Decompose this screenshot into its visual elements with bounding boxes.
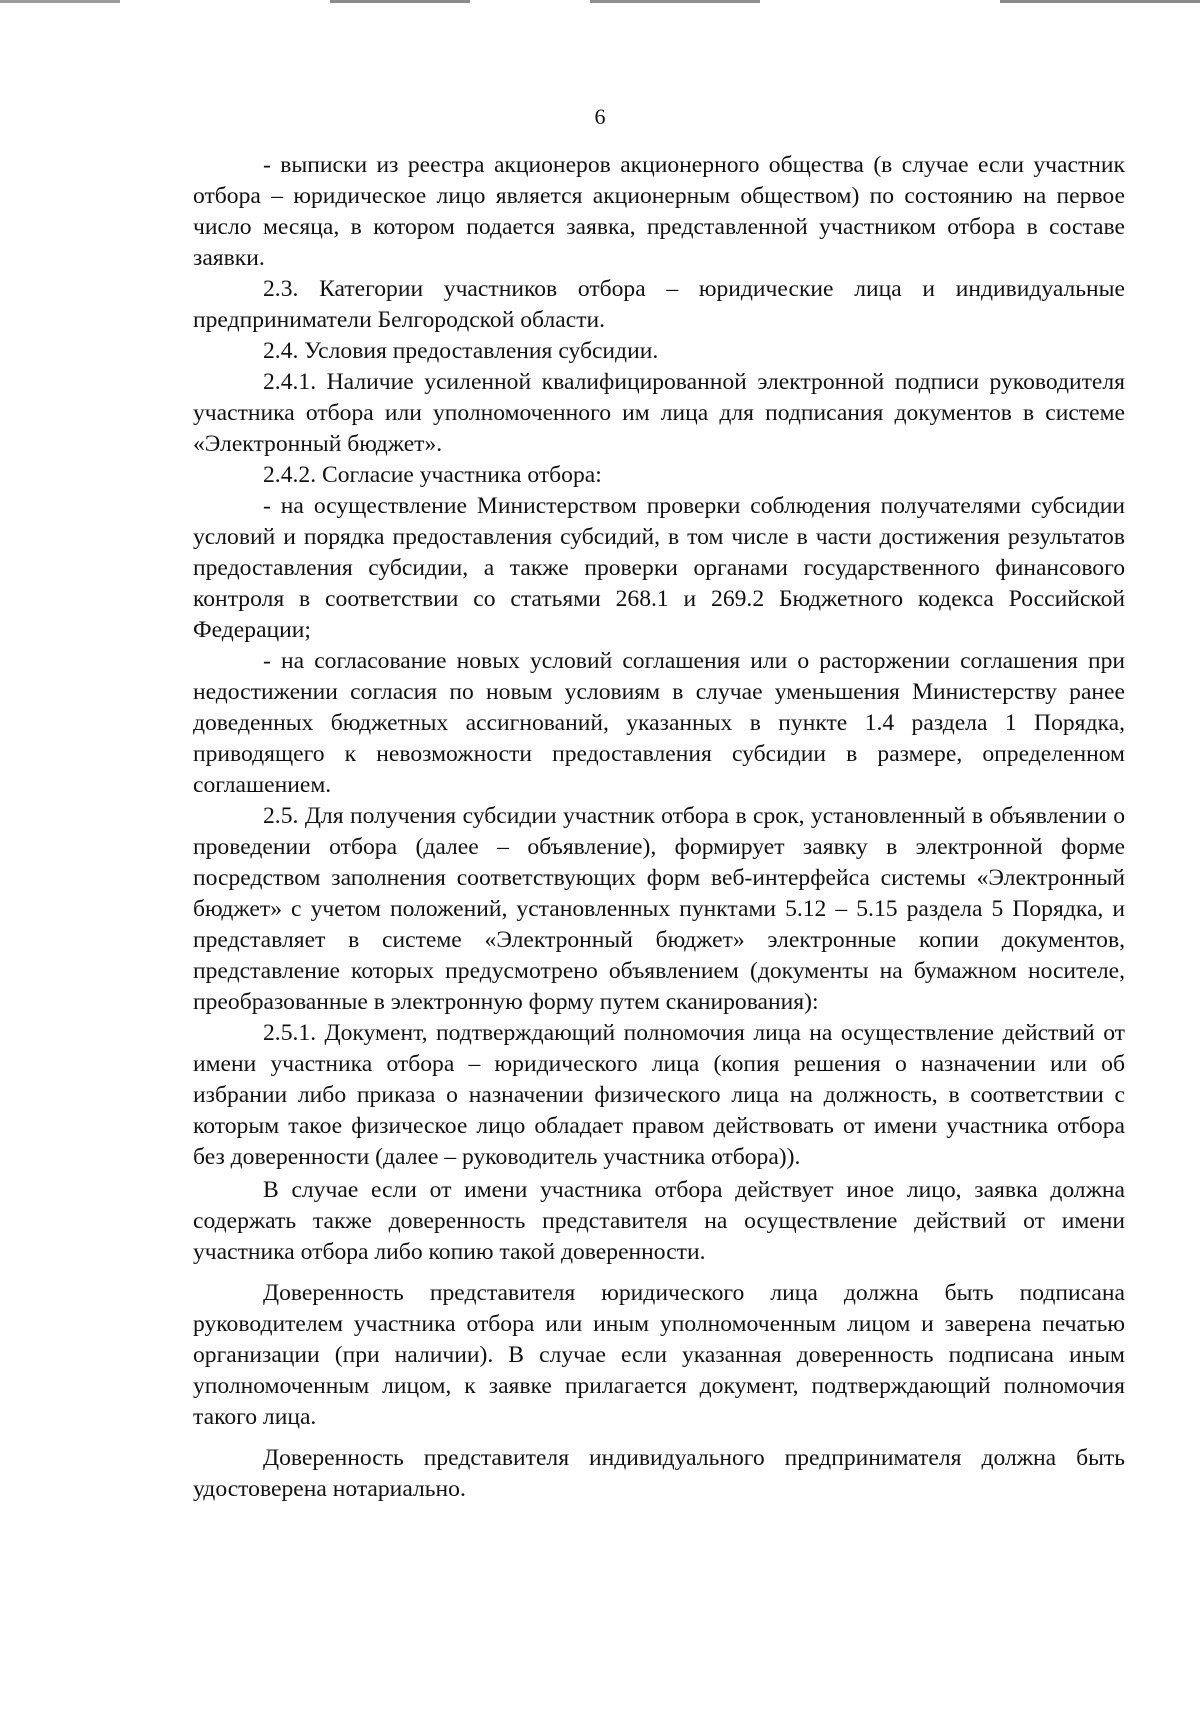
paragraph-2-4: 2.4. Условия предоставления субсидии. xyxy=(263,338,659,364)
paragraph-2-3: 2.3. Категории участников отбора – юридические лица и индивидуальные предприниматели Белгородской области. xyxy=(193,276,1125,333)
page-number: 6 xyxy=(594,104,606,129)
paragraph-2-5-1: 2.5.1. Документ, подтверждающий полномочия лица на осуществление действий от имени участника отбора – юридического лица (копия решения о назначении или об избрании либо приказа о назначении физического лица на должность, в соответствии с которым такое физическое лицо обладает правом действовать от имени участника отбора без доверенности (далее – руководитель участника отбора)). xyxy=(193,1020,1125,1170)
scan-edge-artifact xyxy=(0,0,1200,3)
paragraph-other-person: В случае если от имени участника отбора действует иное лицо, заявка должна содержать также доверенность представителя на осуществление действий от имени участника отбора либо копию такой доверенности. xyxy=(193,1177,1125,1265)
paragraph-legal-entity-proxy: Доверенность представителя юридического лица должна быть подписана руководителем участника отбора или иным уполномоченным лицом и заверена печатью организации (при наличии). В случае если указанная доверенность подписана иным уполномоченным лицом, к заявке прилагается документ, подтверждающий полномочия такого лица. xyxy=(193,1280,1125,1430)
paragraph-consent-verification: - на осуществление Министерством проверки соблюдения получателями субсидии условий и порядка предоставления субсидий, в том числе в части достижения результатов предоставления субсидии, а также проверки органами государственного финансового контроля в соответствии со статьями 268.1 и 269.2 Бюджетного кодекса Российской Федерации; xyxy=(193,493,1125,643)
paragraph-2-4-2: 2.4.2. Согласие участника отбора: xyxy=(263,462,602,488)
paragraph-2-5: 2.5. Для получения субсидии участник отбора в срок, установленный в объявлении о проведении отбора (далее – объявление), формирует заявку в электронной форме посредством заполнения соответствующих форм веб-интерфейса системы «Электронный бюджет» с учетом положений, установленных пунктами 5.12 – 5.15 раздела 5 Порядка, и представляет в системе «Электронный бюджет» электронные копии документов, представление которых предусмотрено объявлением (документы на бумажном носителе, преобразованные в электронную форму путем сканирования): xyxy=(193,803,1125,1015)
paragraph-entrepreneur-proxy: Доверенность представителя индивидуального предпринимателя должна быть удостоверена нотариально. xyxy=(193,1445,1125,1502)
document-body xyxy=(193,150,1125,1505)
paragraph-consent-new-conditions: - на согласование новых условий соглашения или о расторжении соглашения при недостижении согласия по новым условиям в случае уменьшения Министерству ранее доведенных бюджетных ассигнований, указанных в пункте 1.4 раздела 1 Порядка, приводящего к невозможности предоставления субсидии в размере, определенном соглашением. xyxy=(193,648,1125,798)
paragraph-extract-registry: - выписки из реестра акционеров акционерного общества (в случае если участник отбора – юридическое лицо является акционерным обществом) по состоянию на первое число месяца, в котором подается заявка, представленной участником отбора в составе заявки. xyxy=(193,152,1125,271)
paragraph-2-4-1: 2.4.1. Наличие усиленной квалифицированной электронной подписи руководителя участника отбора или уполномоченного им лица для подписания документов в системе «Электронный бюджет». xyxy=(193,369,1125,457)
